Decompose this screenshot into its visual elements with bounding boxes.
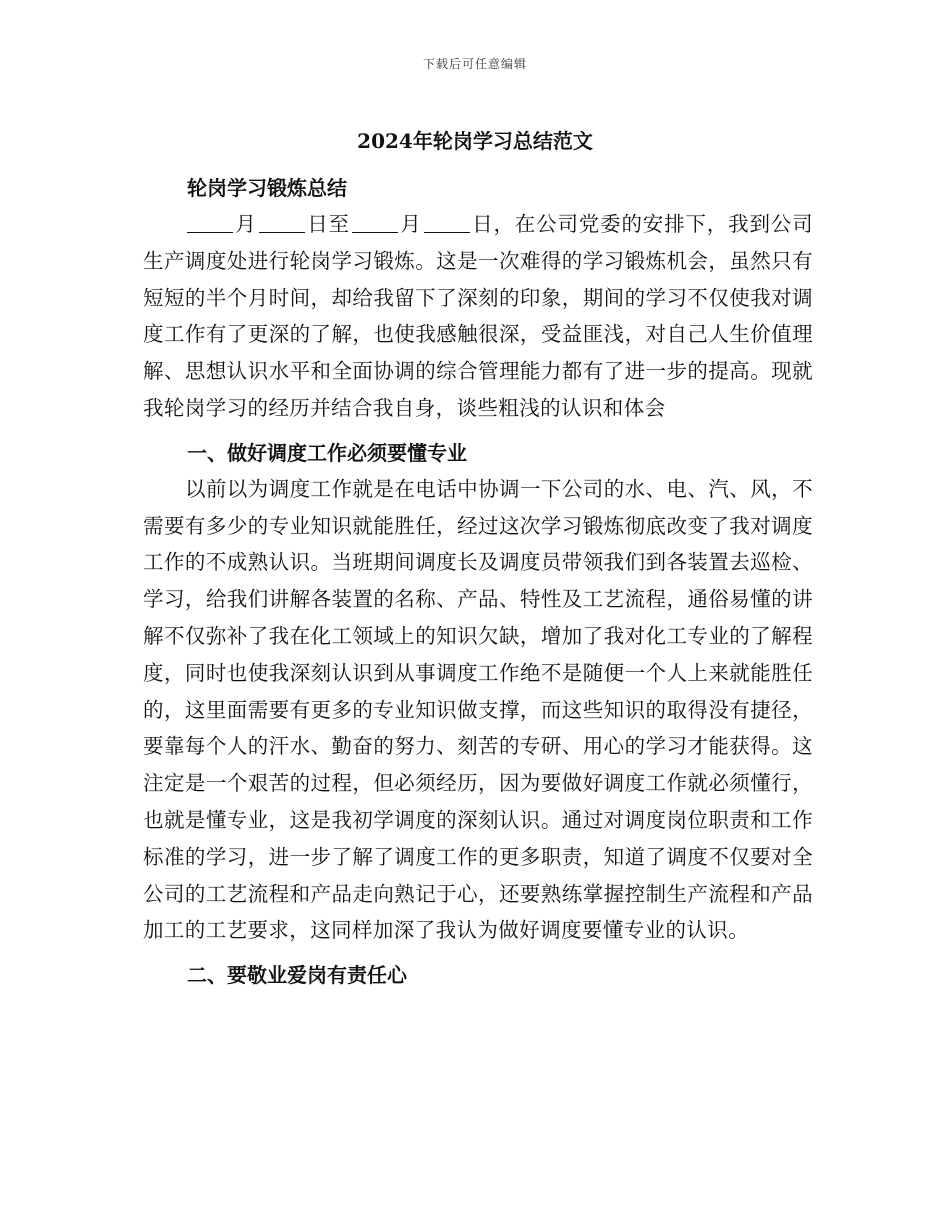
section-heading-1: 轮岗学习锻炼总结 <box>187 176 347 200</box>
paragraph-text: 调度处进行轮岗学习锻炼。这是一次难得的学习锻炼机会，虽然只有短短的半个月时间，却给我留下了深刻的印象，期间的学习不仅使我对调度工作有了更深的了解，也使我感触很深，受益匪浅，对自己人生价值理解、思想认识水平和全面协调的综合管理能力都有了进一步的提高。现就我轮岗学习的经历并结合我自身，谈些粗浅的认识和体会 <box>143 248 813 420</box>
intro-part: 日，在公司党委的安排下，我到公司生产 <box>143 212 814 273</box>
date-blank <box>352 214 398 233</box>
date-blank <box>424 214 470 233</box>
date-blank <box>187 214 233 233</box>
header-note: 下载后可任意编辑 <box>422 57 527 71</box>
intro-part: 日至 <box>306 212 350 236</box>
date-blank <box>259 214 305 233</box>
document-body <box>143 170 813 993</box>
intro-part: 月 <box>399 212 422 236</box>
intro-part: 月 <box>235 212 257 236</box>
section-heading-3: 二、要敬业爱岗有责任心 <box>187 963 407 988</box>
document-title: 2024年轮岗学习总结范文 <box>357 129 593 153</box>
section-1-paragraph <box>143 206 813 427</box>
section-heading-2: 一、做好调度工作必须要懂专业 <box>187 440 467 465</box>
section-2-paragraph: 以前以为调度工作就是在电话中协调一下公司的水、电、汽、风，不需要有多少的专业知识就能胜任，经过这次学习锻炼彻底改变了我对调度工作的不成熟认识。当班期间调度长及调度员带领我们到各装置去巡检、学习，给我们讲解各装置的名称、产品、特性及工艺流程，通俗易懂的讲解不仅弥补了我在化工领域上的知识欠缺，增加了我对化工专业的了解程度，同时也使我深刻认识到从事调度工作绝不是随便一个人上来就能胜任的，这里面需要有更多的专业知识做支撑，而这些知识的取得没有捷径，要靠每个人的汗水、勤奋的努力、刻苦的专研、用心的学习才能获得。这注定是一个艰苦的过程，但必须经历，因为要做好调度工作就必须懂行，也就是懂专业，这是我初学调度的深刻认识。通过对调度岗位职责和工作标准的学习，进一步了解了调度工作的更多职责，知道了调度不仅要对全公司的工艺流程和产品走向熟记于心，还要熟练掌握控制生产流程和产品加工的工艺要求，这同样加深了我认为做好调度要懂专业的认识。 <box>143 476 813 943</box>
